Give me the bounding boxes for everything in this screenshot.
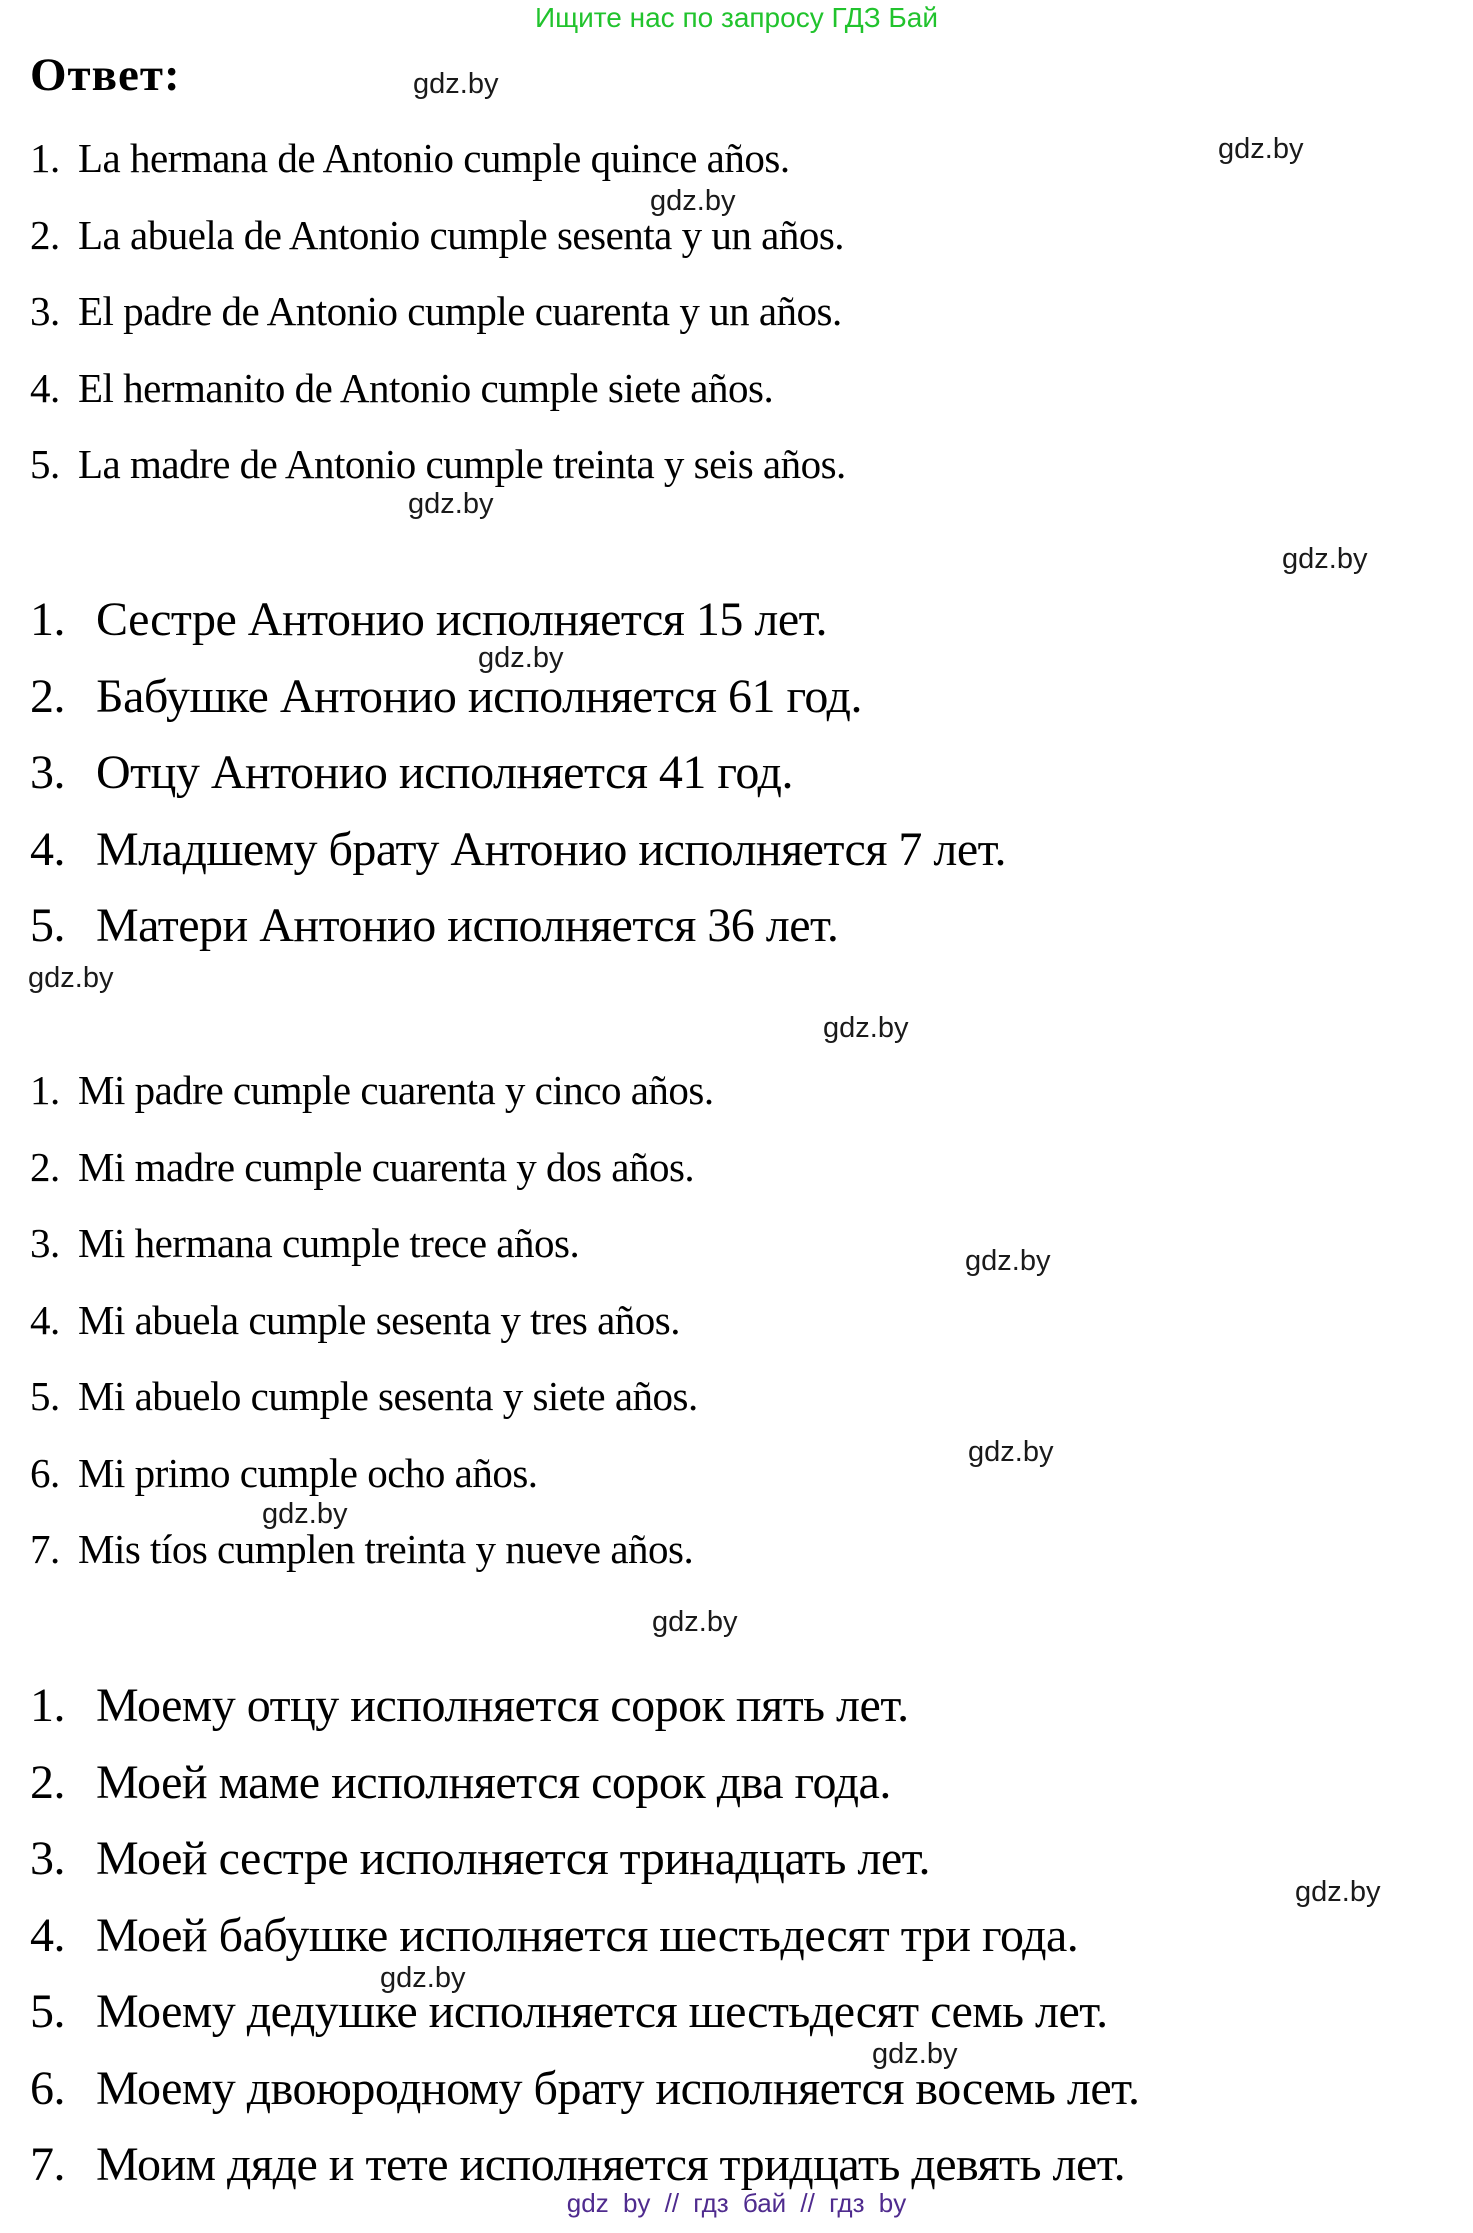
gdzby-watermark: gdz.by (650, 185, 736, 217)
promo-banner: Ищите нас по запросу ГДЗ Бай (534, 2, 939, 33)
answer-list-item: Младшему брату Антонио исполняется 7 лет. (96, 822, 1007, 876)
answer-list-item: Сестре Антонио исполняется 15 лет. (96, 593, 827, 646)
answer-list-item: Mis tíos cumplen treinta y nueve años. (78, 1526, 694, 1572)
answer-list-item: Моему дедушке исполняется шестьдесят семь лет. (96, 1985, 1108, 2038)
russian-answers-my-family (30, 1668, 1140, 2204)
answer-list-item: Матери Антонио исполняется 36 лет. (96, 899, 839, 952)
russian-answers-antonio (30, 582, 1006, 965)
gdzby-watermark: gdz.by (413, 68, 499, 100)
gdzby-watermark: gdz.by (968, 1436, 1054, 1468)
answer-list-item: Отцу Антонио исполняется 41 год. (96, 746, 793, 799)
answer-list-item: Mi primo cumple ocho años. (78, 1449, 538, 1496)
answer-list-item: Mi abuela cumple sesenta y tres años. (78, 1296, 681, 1343)
answer-list-item: La madre de Antonio cumple treinta y seis años. (78, 441, 846, 487)
answer-list-item: El hermanito de Antonio cumple siete años. (78, 364, 774, 411)
gdzby-watermark: gdz.by (408, 488, 494, 520)
gdzby-watermark: gdz.by (1295, 1876, 1381, 1908)
answer-list-item: Моей бабушке исполняется шестьдесят три года. (96, 1908, 1079, 1962)
gdzby-watermark: gdz.by (652, 1606, 738, 1638)
answer-list-item: Моей сестре исполняется тринадцать лет. (96, 1832, 931, 1885)
answer-list-item: La abuela de Antonio cumple sesenta y un años. (78, 211, 845, 258)
spanish-answers-my-family (30, 1052, 714, 1588)
gdzby-watermark: gdz.by (1282, 543, 1368, 575)
answer-list-item: La hermana de Antonio cumple quince años. (78, 135, 790, 181)
answer-list-item: El padre de Antonio cumple cuarenta y un años. (78, 288, 842, 334)
gdzby-watermark: gdz.by (823, 1012, 909, 1044)
answer-list-item: Бабушке Антонио исполняется 61 год. (96, 669, 862, 723)
answer-list-item: Моей маме исполняется сорок два года. (96, 1755, 891, 1809)
answer-list-item: Моему двоюродному брату исполняется восемь лет. (96, 2061, 1140, 2115)
gdzby-watermark: gdz.by (28, 962, 114, 994)
answer-list-item: Mi padre cumple cuarenta y cinco años. (78, 1067, 714, 1113)
answer-heading: Ответ: (30, 49, 181, 101)
gdzby-watermark: gdz.by (380, 1962, 466, 1994)
answer-list-item: Mi abuelo cumple sesenta y siete años. (78, 1373, 698, 1419)
answer-list-item: Моему отцу исполняется сорок пять лет. (96, 1679, 909, 1732)
answer-list-item: Mi hermana cumple trece años. (78, 1220, 580, 1266)
answer-list-item: Mi madre cumple cuarenta y dos años. (78, 1143, 695, 1190)
gdzby-watermark: gdz.by (872, 2038, 958, 2070)
gdzby-watermark: gdz.by (478, 642, 564, 674)
answer-list-item: Моим дяде и тете исполняется тридцать девять лет. (96, 2138, 1126, 2191)
gdzby-watermark: gdz.by (965, 1245, 1051, 1277)
spanish-answers-antonio (30, 120, 846, 503)
gdzby-watermark: gdz.by (262, 1498, 348, 1530)
footer-site-names: gdz by // гдз бай // гдз by (566, 2188, 907, 2218)
gdzby-watermark: gdz.by (1218, 133, 1304, 165)
